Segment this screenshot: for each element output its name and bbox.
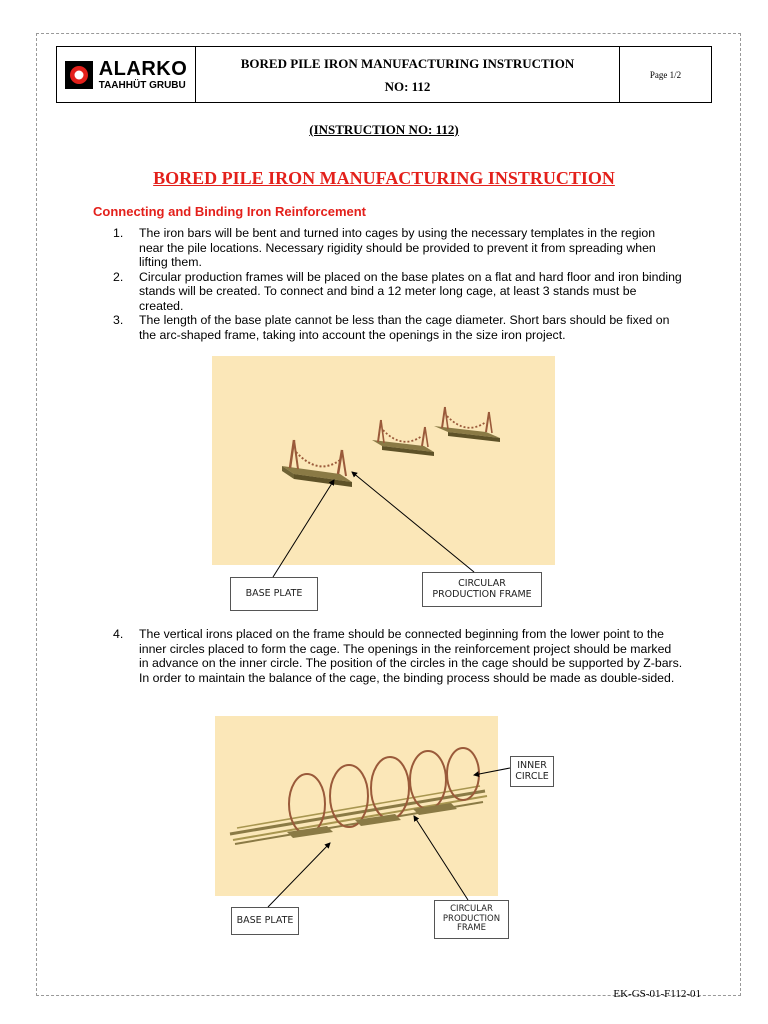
instruction-list-part1 <box>113 226 683 342</box>
list-item-number: 2. <box>113 269 124 284</box>
list-item-number: 3. <box>113 313 124 327</box>
callout-frame2-line3: FRAME <box>457 923 486 934</box>
callout-inner-line2: CIRCLE <box>515 770 549 782</box>
callout-base-plate-2-label: BASE PLATE <box>236 914 294 926</box>
callout-base-plate-label: BASE PLATE <box>245 587 303 599</box>
section-title: Connecting and Binding Iron Reinforcement <box>93 204 366 219</box>
instruction-number: (INSTRUCTION NO: 112) <box>309 122 459 137</box>
list-item-text: The length of the base plate cannot be less than the cage diameter. Short bars should be fixed on the arc-shaped frame, taking into account the openings in the size iron project. <box>139 313 670 342</box>
figure-cage-assembly <box>215 716 498 896</box>
logo-name: ALARKO <box>98 57 188 80</box>
figure-production-frames <box>212 356 555 565</box>
callout-circular-production-frame-2 <box>434 900 509 939</box>
list-item-text: Circular production frames will be placed on the base plates on a flat and hard floor and iron binding stands will be created. To connect and bind a 12 meter long cage, at least 3 stands must be created. <box>139 269 682 313</box>
list-item <box>113 226 683 270</box>
callout-base-plate <box>230 577 318 611</box>
page-number: Page 1/2 <box>649 69 682 80</box>
header-title-line1: BORED PILE IRON MANUFACTURING INSTRUCTION <box>240 55 575 71</box>
instruction-list-part2 <box>113 627 683 685</box>
callout-circular-production-frame <box>422 572 542 607</box>
list-item-text: The iron bars will be bent and turned into cages by using the necessary templates in the region near the pile locations. Necessary rigidity should be provided to prevent it from spreading when lifting them. <box>139 226 656 269</box>
callout-base-plate-2 <box>231 907 299 935</box>
main-title: BORED PILE IRON MANUFACTURING INSTRUCTION <box>153 168 615 188</box>
header-title <box>196 47 620 102</box>
callout-frame-line2: PRODUCTION FRAME <box>432 588 532 600</box>
list-item-text: The vertical irons placed on the frame should be connected beginning from the lower point to the inner circles placed to form the cage. The openings in the reinforcement project should be marked in advance on the inner circle. The position of the circles in the cage should be supported by Z-bars. In order to maintain the balance of the cage, the binding process should be made as double-sided. <box>139 627 683 685</box>
list-item <box>113 313 683 342</box>
header-title-line2: NO: 112 <box>384 78 431 94</box>
list-item <box>113 627 683 685</box>
list-item <box>113 270 683 314</box>
document-code: EK-GS-01-F112-01 <box>613 988 701 1000</box>
list-item-number: 1. <box>113 226 124 240</box>
alarko-logo-icon <box>65 61 93 89</box>
list-item-number: 4. <box>113 627 124 641</box>
callout-frame2-line2: PRODUCTION <box>442 913 501 924</box>
logo-subtitle: TAAHHÜT GRUBU <box>98 79 186 91</box>
callout-inner-line1: INNER <box>517 759 547 771</box>
callout-inner-circle <box>510 756 554 787</box>
callout-frame2-line1: CIRCULAR <box>450 903 493 914</box>
callout-frame-line1: CIRCULAR <box>458 577 506 589</box>
company-logo <box>57 47 196 102</box>
document-header <box>56 46 712 103</box>
